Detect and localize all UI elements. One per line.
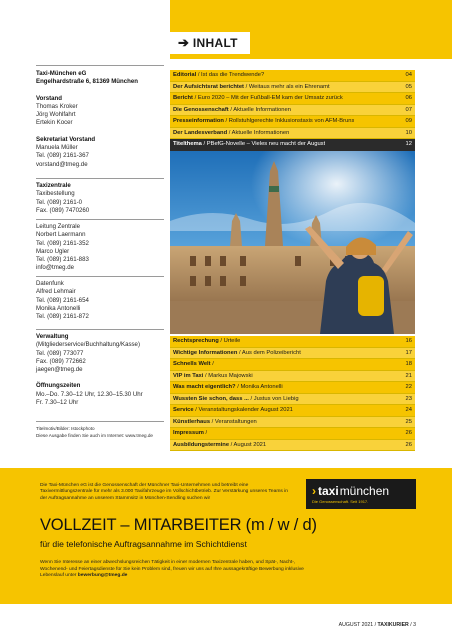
toc-row[interactable]: Rechtsprechung / Urteile 16 bbox=[170, 336, 415, 348]
divider bbox=[36, 65, 164, 66]
vorstand-title: Vorstand bbox=[36, 94, 62, 102]
zentrale-title: Taxizentrale bbox=[36, 182, 71, 189]
toc-row[interactable]: Ausbildungstermine / August 2021 26 bbox=[170, 440, 415, 452]
divider bbox=[36, 219, 164, 220]
sekretariat-line: Manuela Müller bbox=[36, 144, 78, 152]
datenfunk-line: Alfred Lehmair bbox=[36, 288, 76, 296]
toc-row[interactable]: Was macht eigentlich? / Monika Antonelli 22 bbox=[170, 382, 415, 394]
page-number: 16 bbox=[405, 338, 412, 345]
page-number: 06 bbox=[405, 95, 412, 102]
toc-row[interactable]: Künstlerhaus / Veranstaltungen 25 bbox=[170, 417, 415, 429]
logo-arrow-icon: › bbox=[312, 483, 316, 498]
leitung-line: info@tmeg.de bbox=[36, 264, 75, 272]
page-number: 04 bbox=[405, 72, 412, 79]
toc-bottom bbox=[170, 336, 415, 451]
page-number: 22 bbox=[405, 384, 412, 391]
toc-row[interactable]: Schnells Welt / 18 bbox=[170, 359, 415, 371]
leitung-line: Norbert Laermann bbox=[36, 231, 86, 239]
oeffnung-line: Fr. 7.30–12 Uhr bbox=[36, 399, 79, 407]
oeffnung-line: Mo.–Do. 7.30–12 Uhr, 12.30–15.30 Uhr bbox=[36, 390, 143, 398]
toc-row[interactable]: Der Aufsichtsrat berichtet / Weitaus mehr als ein Ehrenamt 05 bbox=[170, 82, 415, 94]
logo-tagline: Die Genossenschaft. Seit 1917. bbox=[312, 498, 369, 504]
section-title-label: INHALT bbox=[192, 36, 238, 50]
page-number: 09 bbox=[405, 118, 412, 125]
ad-headline: VOLLZEIT – MITARBEITER (m / w / d) bbox=[40, 516, 317, 534]
page-number: 10 bbox=[405, 129, 412, 136]
vorstand-name: Jörg Wohlfahrt bbox=[36, 111, 76, 119]
verwaltung-line: Fax. (089) 772662 bbox=[36, 357, 86, 365]
vorstand-name: Thomas Kroker bbox=[36, 102, 78, 110]
arrow-icon: ➔ bbox=[178, 35, 189, 50]
toc-row[interactable]: Impressum / 26 bbox=[170, 428, 415, 440]
org-name: Taxi-München eG bbox=[36, 70, 87, 77]
header-white-block bbox=[0, 0, 170, 59]
zentrale-line: Taxibestellung bbox=[36, 190, 75, 198]
toc-row[interactable]: Wichtige Informationen / Aus dem Polizeibericht 17 bbox=[170, 348, 415, 360]
page-number: 24 bbox=[405, 407, 412, 414]
zentrale-line: Tel. (089) 2161-0 bbox=[36, 198, 83, 206]
page-footer: AUGUST 2021 / TAXIKURIER / 3 bbox=[338, 622, 416, 628]
page-number: 23 bbox=[405, 395, 412, 402]
verwaltung-line: Tel. (089) 773077 bbox=[36, 349, 84, 357]
logo-brand: taxi bbox=[318, 483, 339, 498]
page-number: 26 bbox=[405, 441, 412, 448]
divider bbox=[36, 421, 164, 422]
taxi-muenchen-logo bbox=[306, 479, 416, 509]
verwaltung-title: Verwaltung bbox=[36, 333, 69, 340]
sidebar-credits bbox=[36, 425, 164, 439]
sidebar-block-org bbox=[36, 70, 164, 177]
oeffnung-title: Öffnungszeiten bbox=[36, 382, 81, 390]
toc-row[interactable]: Bericht / Euro 2020 – Mit der Fußball-EM kam der Umsatz zurück 06 bbox=[170, 93, 415, 105]
divider bbox=[36, 178, 164, 179]
verwaltung-line: (Mitgliederservice/Buchhaltung/Kasse) bbox=[36, 341, 140, 349]
toc-row[interactable]: Wussten Sie schon, dass ... / Justus von Liebig 23 bbox=[170, 394, 415, 406]
leitung-line: Tel. (089) 2161-883 bbox=[36, 256, 89, 264]
divider bbox=[36, 329, 164, 330]
credit-line: Titelmotiv/Bilder: Istockphoto bbox=[36, 426, 95, 431]
page-number: 07 bbox=[405, 106, 412, 113]
section-title bbox=[170, 32, 250, 54]
logo-city: münchen bbox=[339, 483, 390, 498]
toc-row-featured[interactable]: Titelthema / PBefG-Novelle – Vieles neu macht der August 12 bbox=[170, 139, 415, 151]
sidebar-block-datenfunk bbox=[36, 280, 164, 329]
cover-photo bbox=[170, 151, 415, 334]
sidebar-block-verwaltung bbox=[36, 333, 164, 415]
sekretariat-title: Sekretariat Vorstand bbox=[36, 135, 96, 143]
toc-row[interactable]: Service / Veranstaltungskalender August 2021 24 bbox=[170, 405, 415, 417]
vorstand-name: Ertekin Kocer bbox=[36, 119, 73, 127]
datenfunk-line: Tel. (089) 2161-654 bbox=[36, 296, 89, 304]
sidebar-block-zentrale bbox=[36, 182, 164, 223]
page-number: 18 bbox=[405, 361, 412, 368]
zentrale-line: Fax. (089) 7470260 bbox=[36, 206, 90, 214]
page-number: 05 bbox=[405, 83, 412, 90]
toc-row[interactable]: Die Genossenschaft / Aktuelle Informationen 07 bbox=[170, 105, 415, 117]
sekretariat-line: vorstand@tmeg.de bbox=[36, 160, 88, 168]
ad-body-text: Wenn Sie Interesse an einer abwechslungsreichen Tätigkeit in einer modernen Taxizentrale haben, und Spät-, Nacht-, Wochenend- und Feiertagsdienste für Sie kein Problem sind, freuen wir uns auf Ihre aussagekräftige Bewerbung inklusive Lebenslauf unter bewerbung@tmeg.de bbox=[40, 560, 304, 579]
page-number: 21 bbox=[405, 372, 412, 379]
datenfunk-line: Tel. (089) 2161-872 bbox=[36, 313, 89, 321]
toc-row[interactable]: Presseinformation / Rollstuhlgerechte Inklusionstaxis von AFM-Bruns 09 bbox=[170, 116, 415, 128]
leitung-line: Tel. (089) 2161-352 bbox=[36, 239, 89, 247]
divider bbox=[36, 276, 164, 277]
sekretariat-line: Tel. (089) 2161-367 bbox=[36, 152, 89, 160]
ad-email-link[interactable]: bewerbung@tmeg.de bbox=[77, 573, 128, 579]
datenfunk-line: Monika Antonelli bbox=[36, 304, 81, 312]
verwaltung-line: jaegen@tmeg.de bbox=[36, 366, 83, 374]
org-address: Engelhardstraße 6, 81369 München bbox=[36, 78, 138, 86]
credit-line: Diese Ausgabe finden Sie auch im Internet: www.tmeg.de bbox=[36, 433, 153, 438]
munich-marienplatz-photo bbox=[170, 151, 415, 334]
datenfunk-line: Datenfunk bbox=[36, 280, 64, 287]
toc-top bbox=[170, 70, 415, 151]
toc-row[interactable]: VIP im Taxi / Markus Majowski 21 bbox=[170, 371, 415, 383]
sidebar-block-leitung bbox=[36, 223, 164, 281]
leitung-line: Leitung Zentrale bbox=[36, 223, 81, 230]
page-number: 17 bbox=[405, 349, 412, 356]
ad-subline: für die telefonische Auftragsannahme im Schichtdienst bbox=[40, 539, 247, 549]
toc-row[interactable]: Der Landesverband / Aktuelle Informationen 10 bbox=[170, 128, 415, 140]
toc-row[interactable]: Editorial / Ist das die Trendwende? 04 bbox=[170, 70, 415, 82]
ad-intro-text: Die Taxi-München eG ist die Genossenschaft der Münchner Taxi-Unternehmen und betreibt eine Taxivermittlungszentrale für mehr als 3.000 Taxifahrzeuge im Vollschichtbetrieb. Zur Verstärkung unseres Teams in der Auftragsannahme an unserem Stammsitz in München-Sendling suchen wir bbox=[40, 483, 288, 501]
page-number: 12 bbox=[405, 141, 412, 148]
page-number: 26 bbox=[405, 430, 412, 437]
page-number: 25 bbox=[405, 418, 412, 425]
leitung-line: Marco Ugler bbox=[36, 247, 70, 255]
